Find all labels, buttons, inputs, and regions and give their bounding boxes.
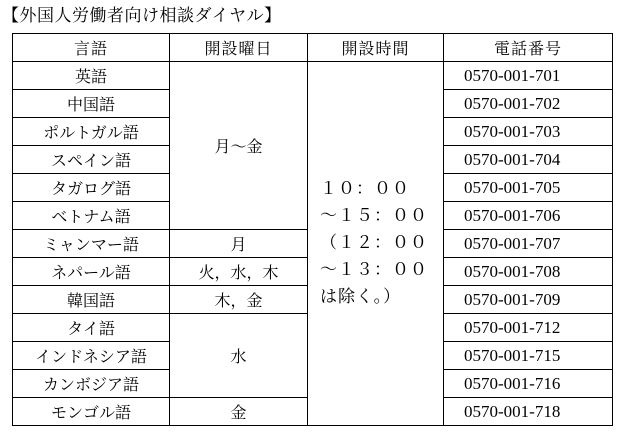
days-cell: 水 <box>170 314 308 398</box>
hours-line: ～１５：００ <box>320 206 428 226</box>
language-cell: ポルトガル語 <box>13 118 170 146</box>
phone-number-cell: 0570-001-709 <box>444 286 613 314</box>
page-title: 【外国人労働者向け相談ダイヤル】 <box>2 6 282 26</box>
phone-number-cell: 0570-001-707 <box>444 230 613 258</box>
days-cell: 金 <box>170 398 308 426</box>
table-row <box>13 62 613 90</box>
hours-cell <box>308 62 444 426</box>
days-cell: 月 <box>170 230 308 258</box>
table-header-row <box>13 34 613 62</box>
language-cell: 中国語 <box>13 90 170 118</box>
phone-number-cell: 0570-001-716 <box>444 370 613 398</box>
phone-number-cell: 0570-001-718 <box>444 398 613 426</box>
phone-number-cell: 0570-001-703 <box>444 118 613 146</box>
phone-number-cell: 0570-001-705 <box>444 174 613 202</box>
language-cell: スペイン語 <box>13 146 170 174</box>
phone-number-cell: 0570-001-704 <box>444 146 613 174</box>
phone-number-cell: 0570-001-715 <box>444 342 613 370</box>
column-header-language: 言語 <box>13 34 170 62</box>
language-cell: タガログ語 <box>13 174 170 202</box>
days-cell: 火，水，木 <box>170 258 308 286</box>
hours-line: １０：００ <box>320 179 410 199</box>
language-cell: ネパール語 <box>13 258 170 286</box>
language-cell: ミャンマー語 <box>13 230 170 258</box>
phone-number-cell: 0570-001-708 <box>444 258 613 286</box>
phone-number-cell: 0570-001-702 <box>444 90 613 118</box>
column-header-phone: 電話番号 <box>444 34 613 62</box>
hours-line: ～１３：００ <box>320 260 428 280</box>
language-cell: ベトナム語 <box>13 202 170 230</box>
hours-line: は除く。） <box>320 287 402 307</box>
phone-number-cell: 0570-001-712 <box>444 314 613 342</box>
language-cell: タイ語 <box>13 314 170 342</box>
language-cell: インドネシア語 <box>13 342 170 370</box>
language-cell: モンゴル語 <box>13 398 170 426</box>
phone-number-cell: 0570-001-706 <box>444 202 613 230</box>
days-cell: 月～金 <box>170 62 308 230</box>
language-cell: 韓国語 <box>13 286 170 314</box>
column-header-hours: 開設時間 <box>308 34 444 62</box>
phone-number-cell: 0570-001-701 <box>444 62 613 90</box>
consultation-dial-table <box>12 33 613 426</box>
days-cell: 木，金 <box>170 286 308 314</box>
column-header-days: 開設曜日 <box>170 34 308 62</box>
language-cell: 英語 <box>13 62 170 90</box>
hours-line: （１２：００ <box>320 233 428 253</box>
language-cell: カンボジア語 <box>13 370 170 398</box>
